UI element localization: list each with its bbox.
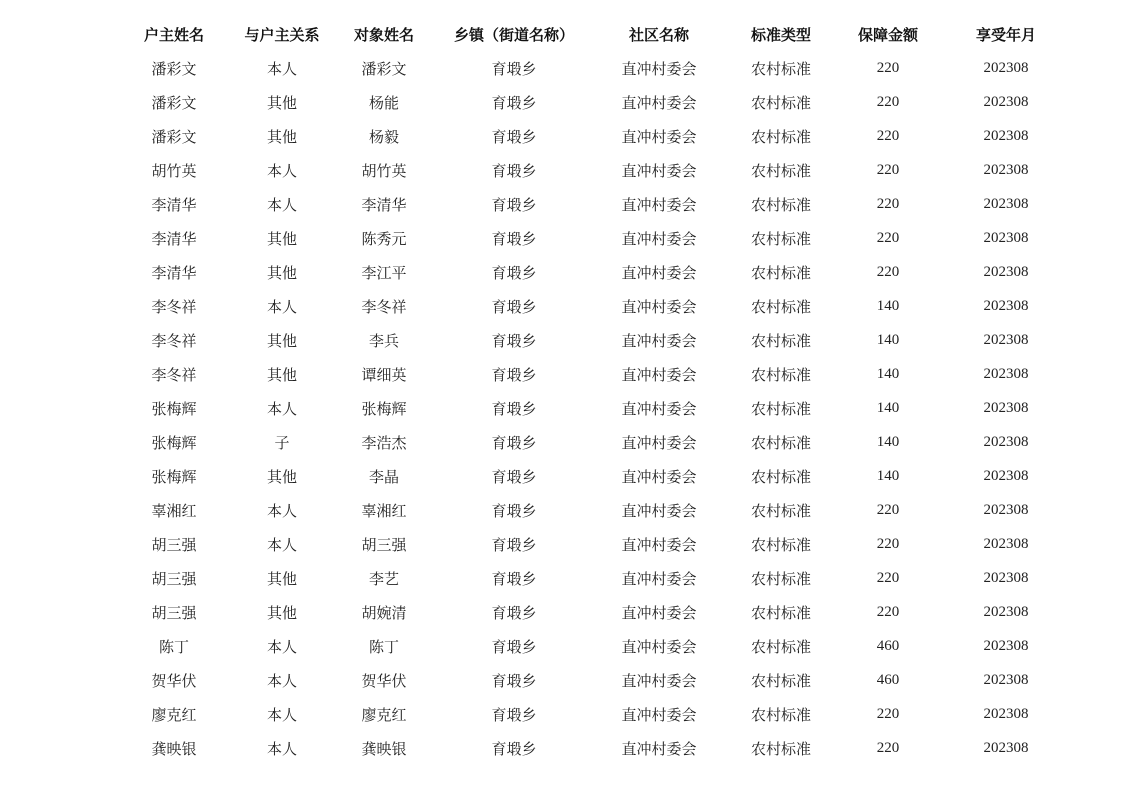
header-beneficiary-name: 对象姓名: [353, 25, 414, 44]
cell-year-month: 202308: [983, 297, 1029, 314]
cell-standard-type: 农村标准: [750, 93, 811, 112]
cell-standard-type: 农村标准: [750, 263, 811, 282]
cell-beneficiary-name: 胡三强: [361, 535, 407, 554]
cell-year-month: 202308: [983, 195, 1029, 212]
cell-relationship: 本人: [266, 161, 297, 180]
cell-amount: 140: [876, 365, 900, 382]
cell-amount: 140: [876, 331, 900, 348]
cell-household-head: 潘彩文: [151, 59, 197, 78]
cell-standard-type: 农村标准: [750, 603, 811, 622]
cell-relationship: 本人: [266, 671, 297, 690]
cell-township: 育塅乡: [491, 59, 537, 78]
cell-township: 育塅乡: [491, 705, 537, 724]
header-township: 乡镇（街道名称）: [453, 25, 574, 44]
cell-township: 育塅乡: [491, 535, 537, 554]
cell-year-month: 202308: [983, 637, 1029, 654]
cell-community: 直冲村委会: [621, 161, 697, 180]
cell-community: 直冲村委会: [621, 569, 697, 588]
cell-year-month: 202308: [983, 535, 1029, 552]
cell-community: 直冲村委会: [621, 263, 697, 282]
cell-standard-type: 农村标准: [750, 229, 811, 248]
cell-standard-type: 农村标准: [750, 705, 811, 724]
cell-beneficiary-name: 贺华伏: [361, 671, 407, 690]
cell-beneficiary-name: 辜湘红: [361, 501, 407, 520]
cell-year-month: 202308: [983, 433, 1029, 450]
cell-beneficiary-name: 李浩杰: [361, 433, 407, 452]
cell-township: 育塅乡: [491, 603, 537, 622]
cell-beneficiary-name: 李冬祥: [361, 297, 407, 316]
cell-standard-type: 农村标准: [750, 365, 811, 384]
cell-household-head: 张梅辉: [151, 433, 197, 452]
cell-household-head: 潘彩文: [151, 93, 197, 112]
cell-relationship: 其他: [266, 365, 297, 384]
cell-year-month: 202308: [983, 569, 1029, 586]
cell-beneficiary-name: 谭细英: [361, 365, 407, 384]
table-row: [120, 697, 1076, 731]
cell-relationship: 本人: [266, 501, 297, 520]
cell-township: 育塅乡: [491, 637, 537, 656]
cell-community: 直冲村委会: [621, 59, 697, 78]
table-row: [120, 357, 1076, 391]
table-row: [120, 425, 1076, 459]
cell-standard-type: 农村标准: [750, 399, 811, 418]
header-row: [120, 17, 1076, 51]
cell-community: 直冲村委会: [621, 705, 697, 724]
cell-beneficiary-name: 李艺: [368, 569, 399, 588]
cell-township: 育塅乡: [491, 433, 537, 452]
cell-relationship: 本人: [266, 297, 297, 316]
cell-standard-type: 农村标准: [750, 59, 811, 78]
cell-year-month: 202308: [983, 263, 1029, 280]
cell-township: 育塅乡: [491, 127, 537, 146]
cell-relationship: 本人: [266, 195, 297, 214]
cell-standard-type: 农村标准: [750, 297, 811, 316]
cell-community: 直冲村委会: [621, 637, 697, 656]
cell-relationship: 本人: [266, 399, 297, 418]
cell-amount: 220: [876, 127, 900, 144]
cell-community: 直冲村委会: [621, 535, 697, 554]
cell-household-head: 李冬祥: [151, 297, 197, 316]
cell-year-month: 202308: [983, 603, 1029, 620]
cell-year-month: 202308: [983, 399, 1029, 416]
cell-relationship: 其他: [266, 127, 297, 146]
cell-community: 直冲村委会: [621, 739, 697, 758]
cell-amount: 220: [876, 501, 900, 518]
cell-township: 育塅乡: [491, 501, 537, 520]
cell-household-head: 李清华: [151, 263, 197, 282]
cell-township: 育塅乡: [491, 263, 537, 282]
cell-relationship: 本人: [266, 637, 297, 656]
cell-year-month: 202308: [983, 331, 1029, 348]
cell-standard-type: 农村标准: [750, 637, 811, 656]
cell-beneficiary-name: 杨能: [368, 93, 399, 112]
cell-household-head: 陈丁: [158, 637, 189, 656]
cell-township: 育塅乡: [491, 93, 537, 112]
cell-relationship: 子: [274, 433, 290, 452]
cell-household-head: 潘彩文: [151, 127, 197, 146]
cell-community: 直冲村委会: [621, 671, 697, 690]
cell-amount: 220: [876, 705, 900, 722]
table-row: [120, 51, 1076, 85]
table-row: [120, 629, 1076, 663]
cell-year-month: 202308: [983, 59, 1029, 76]
cell-township: 育塅乡: [491, 399, 537, 418]
table-row: [120, 289, 1076, 323]
cell-amount: 220: [876, 535, 900, 552]
cell-beneficiary-name: 陈秀元: [361, 229, 407, 248]
cell-community: 直冲村委会: [621, 399, 697, 418]
cell-community: 直冲村委会: [621, 229, 697, 248]
cell-community: 直冲村委会: [621, 501, 697, 520]
cell-year-month: 202308: [983, 501, 1029, 518]
table-row: [120, 527, 1076, 561]
cell-year-month: 202308: [983, 739, 1029, 756]
header-community: 社区名称: [628, 25, 689, 44]
cell-amount: 140: [876, 467, 900, 484]
header-standard-type: 标准类型: [750, 25, 811, 44]
cell-community: 直冲村委会: [621, 467, 697, 486]
cell-household-head: 胡三强: [151, 603, 197, 622]
cell-amount: 220: [876, 739, 900, 756]
table-row: [120, 391, 1076, 425]
cell-community: 直冲村委会: [621, 365, 697, 384]
cell-household-head: 李冬祥: [151, 365, 197, 384]
cell-community: 直冲村委会: [621, 331, 697, 350]
table-row: [120, 323, 1076, 357]
cell-beneficiary-name: 杨毅: [368, 127, 399, 146]
cell-amount: 220: [876, 161, 900, 178]
cell-beneficiary-name: 廖克红: [361, 705, 407, 724]
cell-standard-type: 农村标准: [750, 331, 811, 350]
cell-year-month: 202308: [983, 127, 1029, 144]
cell-standard-type: 农村标准: [750, 161, 811, 180]
header-amount: 保障金额: [857, 25, 918, 44]
cell-household-head: 李清华: [151, 195, 197, 214]
cell-amount: 220: [876, 59, 900, 76]
cell-amount: 460: [876, 637, 900, 654]
subsidy-table: [120, 17, 1076, 765]
cell-year-month: 202308: [983, 705, 1029, 722]
cell-standard-type: 农村标准: [750, 467, 811, 486]
cell-household-head: 辜湘红: [151, 501, 197, 520]
cell-standard-type: 农村标准: [750, 569, 811, 588]
cell-year-month: 202308: [983, 93, 1029, 110]
cell-relationship: 其他: [266, 569, 297, 588]
cell-township: 育塅乡: [491, 229, 537, 248]
table-row: [120, 187, 1076, 221]
cell-year-month: 202308: [983, 467, 1029, 484]
cell-community: 直冲村委会: [621, 195, 697, 214]
cell-township: 育塅乡: [491, 365, 537, 384]
cell-relationship: 其他: [266, 331, 297, 350]
cell-year-month: 202308: [983, 671, 1029, 688]
cell-community: 直冲村委会: [621, 603, 697, 622]
cell-relationship: 本人: [266, 705, 297, 724]
table-row: [120, 595, 1076, 629]
table-row: [120, 153, 1076, 187]
cell-standard-type: 农村标准: [750, 501, 811, 520]
table-row: [120, 221, 1076, 255]
cell-community: 直冲村委会: [621, 297, 697, 316]
cell-year-month: 202308: [983, 161, 1029, 178]
cell-beneficiary-name: 李晶: [368, 467, 399, 486]
cell-standard-type: 农村标准: [750, 671, 811, 690]
cell-household-head: 张梅辉: [151, 399, 197, 418]
cell-amount: 140: [876, 399, 900, 416]
table-row: [120, 119, 1076, 153]
cell-beneficiary-name: 潘彩文: [361, 59, 407, 78]
table-row: [120, 561, 1076, 595]
cell-amount: 220: [876, 263, 900, 280]
cell-amount: 220: [876, 229, 900, 246]
cell-beneficiary-name: 胡竹英: [361, 161, 407, 180]
cell-township: 育塅乡: [491, 467, 537, 486]
cell-household-head: 胡竹英: [151, 161, 197, 180]
cell-household-head: 贺华伏: [151, 671, 197, 690]
cell-relationship: 其他: [266, 263, 297, 282]
cell-standard-type: 农村标准: [750, 535, 811, 554]
cell-beneficiary-name: 李兵: [368, 331, 399, 350]
cell-township: 育塅乡: [491, 739, 537, 758]
cell-household-head: 李清华: [151, 229, 197, 248]
table-row: [120, 459, 1076, 493]
cell-relationship: 其他: [266, 229, 297, 248]
table-header: [120, 17, 1076, 51]
header-year-month: 享受年月: [975, 25, 1036, 44]
cell-beneficiary-name: 龚映银: [361, 739, 407, 758]
cell-standard-type: 农村标准: [750, 433, 811, 452]
cell-household-head: 李冬祥: [151, 331, 197, 350]
header-household-head: 户主姓名: [143, 25, 204, 44]
cell-household-head: 廖克红: [151, 705, 197, 724]
table-row: [120, 731, 1076, 765]
cell-household-head: 张梅辉: [151, 467, 197, 486]
cell-amount: 140: [876, 297, 900, 314]
cell-relationship: 其他: [266, 603, 297, 622]
cell-township: 育塅乡: [491, 195, 537, 214]
cell-household-head: 龚映银: [151, 739, 197, 758]
cell-beneficiary-name: 李江平: [361, 263, 407, 282]
cell-beneficiary-name: 李清华: [361, 195, 407, 214]
header-relationship: 与户主关系: [244, 25, 320, 44]
cell-household-head: 胡三强: [151, 569, 197, 588]
cell-township: 育塅乡: [491, 161, 537, 180]
table-body: [120, 51, 1076, 765]
cell-amount: 220: [876, 93, 900, 110]
cell-beneficiary-name: 张梅辉: [361, 399, 407, 418]
cell-relationship: 其他: [266, 467, 297, 486]
cell-amount: 220: [876, 603, 900, 620]
cell-beneficiary-name: 胡婉清: [361, 603, 407, 622]
table-row: [120, 493, 1076, 527]
cell-amount: 460: [876, 671, 900, 688]
cell-community: 直冲村委会: [621, 433, 697, 452]
cell-standard-type: 农村标准: [750, 195, 811, 214]
cell-township: 育塅乡: [491, 297, 537, 316]
cell-standard-type: 农村标准: [750, 739, 811, 758]
cell-relationship: 本人: [266, 739, 297, 758]
cell-community: 直冲村委会: [621, 127, 697, 146]
cell-household-head: 胡三强: [151, 535, 197, 554]
cell-amount: 140: [876, 433, 900, 450]
cell-amount: 220: [876, 569, 900, 586]
cell-township: 育塅乡: [491, 569, 537, 588]
cell-community: 直冲村委会: [621, 93, 697, 112]
cell-township: 育塅乡: [491, 331, 537, 350]
table-row: [120, 255, 1076, 289]
cell-relationship: 本人: [266, 535, 297, 554]
cell-relationship: 其他: [266, 93, 297, 112]
cell-amount: 220: [876, 195, 900, 212]
cell-relationship: 本人: [266, 59, 297, 78]
cell-year-month: 202308: [983, 365, 1029, 382]
cell-beneficiary-name: 陈丁: [368, 637, 399, 656]
table-row: [120, 663, 1076, 697]
cell-year-month: 202308: [983, 229, 1029, 246]
cell-township: 育塅乡: [491, 671, 537, 690]
cell-standard-type: 农村标准: [750, 127, 811, 146]
table-row: [120, 85, 1076, 119]
